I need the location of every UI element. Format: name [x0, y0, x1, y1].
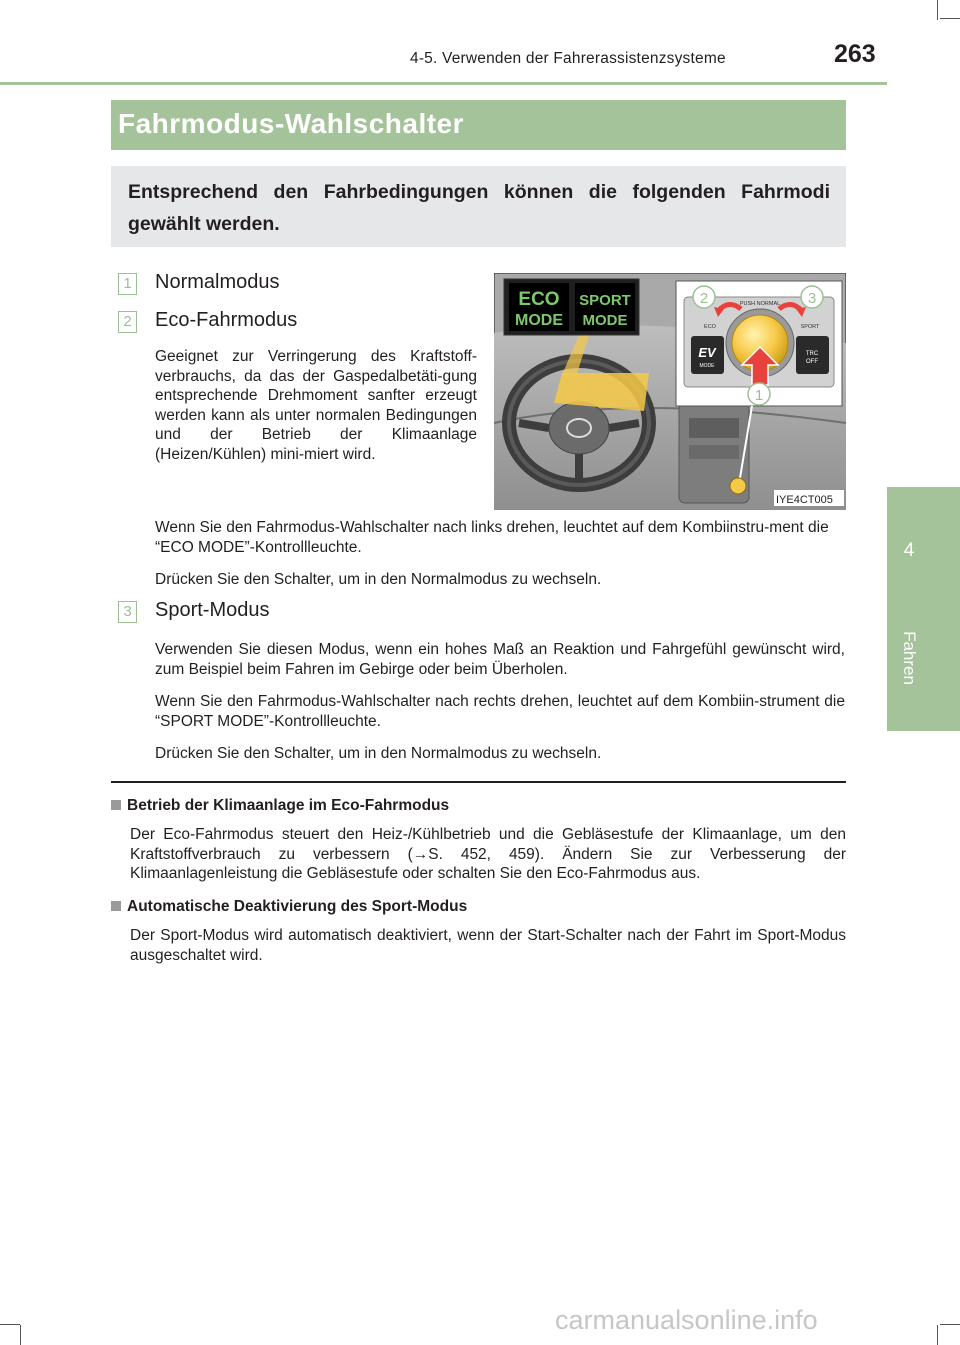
chapter-label [889, 628, 929, 688]
ev-button-label: EV [698, 345, 716, 360]
sport-description: Verwenden Sie diesen Modus, wenn ein hohes Maß an Reaktion und Fahrgefühl gewünscht wird, zum Beispiel beim Fahren im Gebirge oder beim Überholen. [155, 641, 845, 678]
sport-turn-right-text: Wenn Sie den Fahrmodus-Wahlschalter nach rechts drehen, leuchtet auf dem Kombiin-strument die “SPORT MODE”-Kontrollleuchte. [155, 693, 845, 730]
eco-lamp-line1: ECO [518, 289, 560, 310]
chapter-number: 4 [903, 540, 915, 561]
knob-sport-label: SPORT [800, 324, 820, 330]
trc-button-line1: TRC [805, 351, 819, 357]
item-title-eco: Eco-Fahrmodus [155, 309, 298, 331]
drive-mode-figure [494, 273, 846, 510]
item-number-badge: 2 [118, 311, 137, 333]
note-text-climate: Der Eco-Fahrmodus steuert den Heiz-/Kühlbetrieb und die Gebläsestufe der Klimaanlage, um den Kraftstoffverbrauch zu verbessern (→S. 452, 459). Ändern Sie zur Verbesserung der Klimaanlagenleistung die Gebläsestufe oder schalten Sie den Eco-Fahrmodus aus. [130, 826, 846, 882]
callout-2: 2 [699, 290, 709, 307]
knob-push-label: PUSH NORMAL [739, 301, 781, 307]
sport-push-text: Drücken Sie den Schalter, um in den Normalmodus zu wechseln. [155, 745, 602, 762]
watermark[interactable]: carmanualsonline.info [555, 1305, 818, 1335]
trc-button-line2: OFF [806, 359, 818, 365]
crop-mark [940, 18, 960, 19]
callout-3: 3 [807, 290, 817, 307]
ev-button-sub: MODE [699, 363, 715, 369]
note-text-sport-deactivation: Der Sport-Modus wird automatisch deaktiviert, wenn der Start-Schalter nach der Fahrt im Sport-Modus ausgeschaltet wird. [130, 927, 846, 964]
section-title: Fahrmodus-Wahlschalter [118, 108, 465, 139]
running-header-section: 4-5. Verwenden der Fahrerassistenzsysteme [410, 50, 726, 67]
eco-description: Geeignet zur Verringerung des Kraftstoff-verbrauchs, da das der Gaspedalbetäti-gung entsprechende Drehmoment sanfter erzeugt werden kann als unter normalen Bedingungen und der Betrieb der Klimaanlage (Heizen/Kühlen) mini-miert wird. [155, 348, 477, 463]
header-rule [0, 82, 887, 85]
note-heading-sport-deactivation [111, 898, 467, 916]
figure-code: IYE4CT005 [776, 494, 833, 506]
crop-mark [940, 1324, 960, 1325]
chapter-tab [887, 487, 960, 731]
crop-mark [937, 0, 938, 20]
chapter-label-text: Fahren [900, 631, 919, 685]
notes-separator [111, 781, 846, 783]
knob-eco-label: ECO [704, 324, 716, 330]
crop-mark [937, 1325, 938, 1345]
eco-push-text: Drücken Sie den Schalter, um in den Normalmodus zu wechseln. [155, 571, 602, 588]
item-number-badge: 3 [118, 601, 137, 623]
item-title-normal: Normalmodus [155, 271, 280, 293]
callout-1: 1 [754, 387, 764, 404]
note-heading-text: Betrieb der Klimaanlage im Eco-Fahrmodus [127, 797, 450, 814]
crop-mark [0, 1324, 20, 1325]
square-bullet-icon [111, 800, 121, 810]
item-number-badge: 1 [118, 273, 137, 295]
page-number: 263 [834, 40, 876, 68]
note-heading-climate [111, 797, 449, 815]
eco-turn-left-text: Wenn Sie den Fahrmodus-Wahlschalter nach links drehen, leuchtet auf dem Kombiinstru-ment die “ECO MODE”-Kontrollleuchte. [155, 519, 829, 556]
eco-lamp-line2: MODE [515, 312, 563, 329]
item-title-sport: Sport-Modus [155, 599, 270, 621]
note-heading-text: Automatische Deaktivierung des Sport-Modus [127, 898, 468, 915]
drive-mode-illustration [494, 273, 846, 510]
square-bullet-icon [111, 901, 121, 911]
intro-text: Entsprechend den Fahrbedingungen können die folgenden Fahrmodi gewählt werden. [128, 181, 830, 235]
sport-lamp-line1: SPORT [579, 292, 631, 309]
sport-lamp-line2: MODE [582, 312, 628, 329]
crop-mark [20, 1325, 21, 1345]
